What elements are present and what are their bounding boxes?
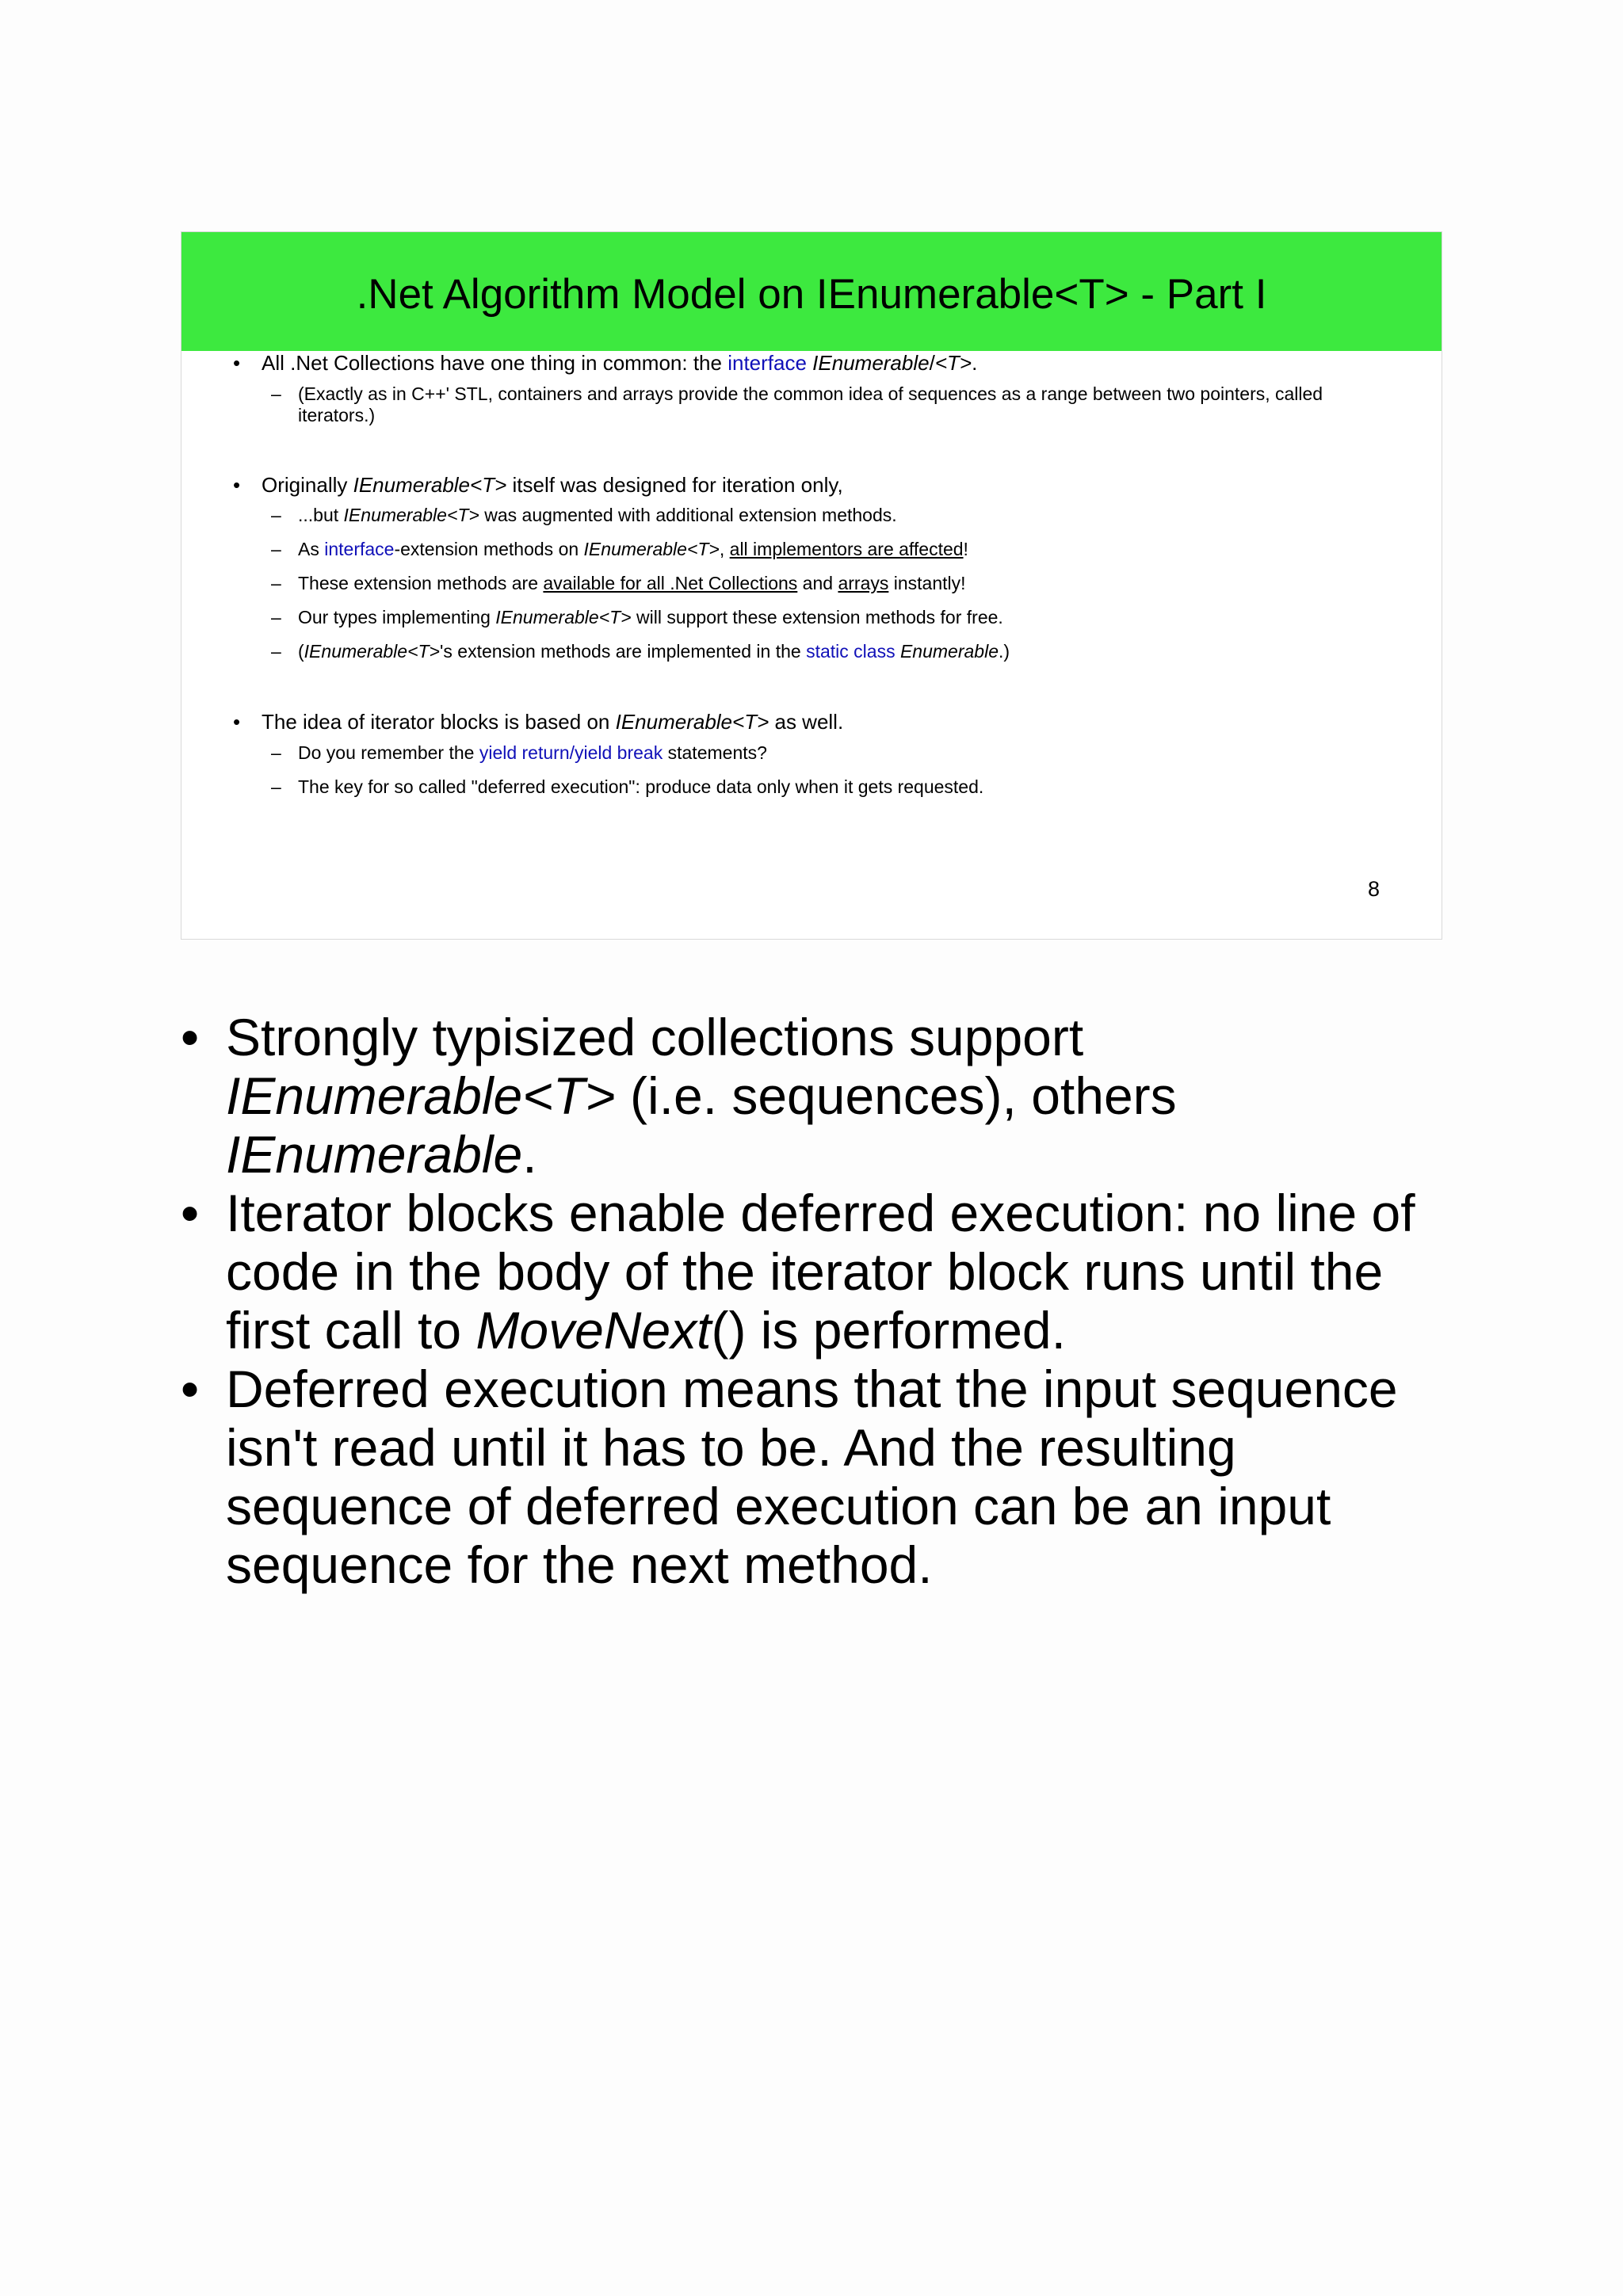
dash-marker: –: [271, 505, 281, 525]
bullet-marker: •: [233, 473, 241, 497]
dash-marker: –: [271, 383, 281, 404]
note-deferred-execution: • Deferred execution means that the input sequence isn't read until it has to be. And the resulting sequence of deferred execution can be an input sequence for the next method.: [181, 1360, 1398, 1594]
slide-title: .Net Algorithm Model on IEnumerable<T> - Part I: [356, 271, 1267, 318]
dash-marker: –: [271, 641, 281, 662]
note-bullet-marker: •: [181, 1360, 200, 1418]
bullet-marker: •: [233, 710, 241, 734]
dash-marker: –: [271, 539, 281, 559]
bullet-collections: • All .Net Collections have one thing in common: the interface IEnumerable/<T>.: [233, 351, 978, 375]
sub-bullet-static-class: – (IEnumerable<T>'s extension methods are implemented in the static class Enumerable.): [271, 641, 1010, 662]
sub-bullet-our-types: – Our types implementing IEnumerable<T> will support these extension methods for free.: [271, 607, 1003, 627]
dash-marker: –: [271, 742, 281, 763]
sub-bullet-stl: – (Exactly as in C++' STL, containers and arrays provide the common idea of sequences as a range between two pointers, called iterators.): [271, 383, 1323, 425]
dash-marker: –: [271, 573, 281, 593]
dash-marker: –: [271, 607, 281, 627]
dash-marker: –: [271, 776, 281, 797]
note-iterator-blocks: • Iterator blocks enable deferred execution: no line of code in the body of the iterator block runs until the first call to MoveNext() is performed.: [181, 1184, 1415, 1360]
slide: [181, 231, 1442, 940]
note-bullet-marker: •: [181, 1008, 200, 1066]
sub-bullet-yield: – Do you remember the yield return/yield break statements?: [271, 742, 767, 763]
slide-header: [181, 232, 1442, 351]
sub-bullet-interface-extension: – As interface-extension methods on IEnumerable<T>, all implementors are affected!: [271, 539, 968, 559]
sub-bullet-deferred: – The key for so called "deferred execution": produce data only when it gets requested.: [271, 776, 984, 797]
bullet-marker: •: [233, 351, 241, 375]
sub-bullet-augmented: – ...but IEnumerable<T> was augmented with additional extension methods.: [271, 505, 897, 525]
speaker-notes: [181, 1008, 1465, 1594]
slide-page-number: 8: [1368, 877, 1381, 901]
note-strongly-typed: • Strongly typisized collections support IEnumerable<T> (i.e. sequences), others IEnumerable.: [181, 1008, 1177, 1184]
note-bullet-marker: •: [181, 1184, 200, 1242]
sub-bullet-available: – These extension methods are available for all .Net Collections and arrays instantly!: [271, 573, 966, 593]
bullet-iterator-blocks: • The idea of iterator blocks is based on IEnumerable<T> as well.: [233, 710, 844, 734]
bullet-originally: • Originally IEnumerable<T> itself was designed for iteration only,: [233, 473, 843, 497]
